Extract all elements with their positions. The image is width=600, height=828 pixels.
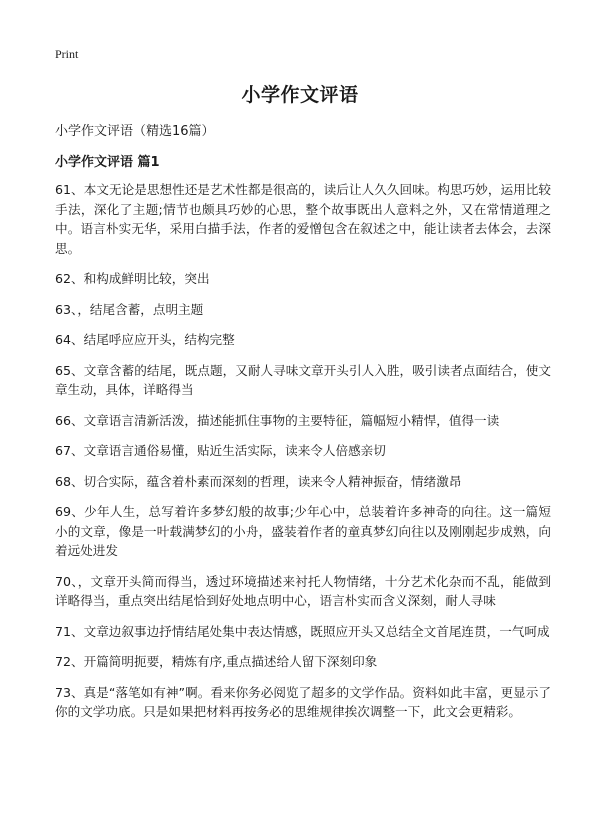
- comment-entry-63: 63、，结尾含蓄，点明主题: [55, 301, 204, 317]
- comment-list: [55, 180, 551, 733]
- comment-entry-73: 73、真是“落笔如有神”啊。看来你务必阅览了超多的文学作品。资料如此丰富，更显示了你的文学功底。只是如果把材料再按务必的思维规律挨次调整一下，此文会更精彩。: [55, 684, 551, 719]
- print-link[interactable]: Print: [55, 47, 79, 61]
- page-title: 小学作文评语: [241, 84, 359, 106]
- document-subtitle: 小学作文评语（精选16篇）: [55, 124, 215, 139]
- comment-entry-66: 66、文章语言清新活泼，描述能抓住事物的主要特征，篇幅短小精悍，值得一读: [55, 412, 500, 428]
- comment-entry-69: 69、少年人生，总写着许多梦幻般的故事;少年心中，总装着许多神奇的向往。这一篇短小的文章，像是一叶载满梦幻的小舟，盛装着作者的童真梦幻向往以及刚刚起步成熟，向着远处进发: [55, 504, 551, 558]
- comment-entry-64: 64、结尾呼应应开头，结构完整: [55, 332, 235, 347]
- comment-entry-72: 72、开篇简明扼要，精炼有序,重点描述给人留下深刻印象: [55, 654, 378, 669]
- comment-entry-70: 70、，文章开头简而得当，透过环境描述来衬托人物情绪，十分艺术化杂而不乱，能做到详略得当，重点突出结尾恰到好处地点明中心，语言朴实而含义深刻，耐人寻味: [55, 573, 551, 608]
- section-heading: 小学作文评语 篇1: [55, 155, 160, 170]
- comment-entry-62: 62、和构成鲜明比较，突出: [55, 271, 210, 286]
- comment-entry-65: 65、文章含蓄的结尾，既点题，又耐人寻味文章开头引人入胜，吸引读者点面结合，使文章生动，具体，详略得当: [55, 362, 551, 397]
- comment-entry-67: 67、文章语言通俗易懂，贴近生活实际，读来令人倍感亲切: [55, 443, 386, 458]
- comment-entry-61: 61、本文无论是思想性还是艺术性都是很高的，读后让人久久回味。构思巧妙，运用比较手法，深化了主题;情节也颇具巧妙的心思，整个故事既出人意料之外，又在常情道理之中。语言朴实无华，采用白描手法，作者的爱憎包含在叙述之中，能让读者去体会，去深思。: [55, 182, 551, 256]
- comment-entry-71: 71、文章边叙事边抒情结尾处集中表达情感，既照应开头又总结全文首尾连贯，一气呵成: [55, 623, 550, 639]
- comment-entry-68: 68、切合实际，蕴含着朴素而深刻的哲理，读来令人精神振奋，情绪激昂: [55, 473, 462, 489]
